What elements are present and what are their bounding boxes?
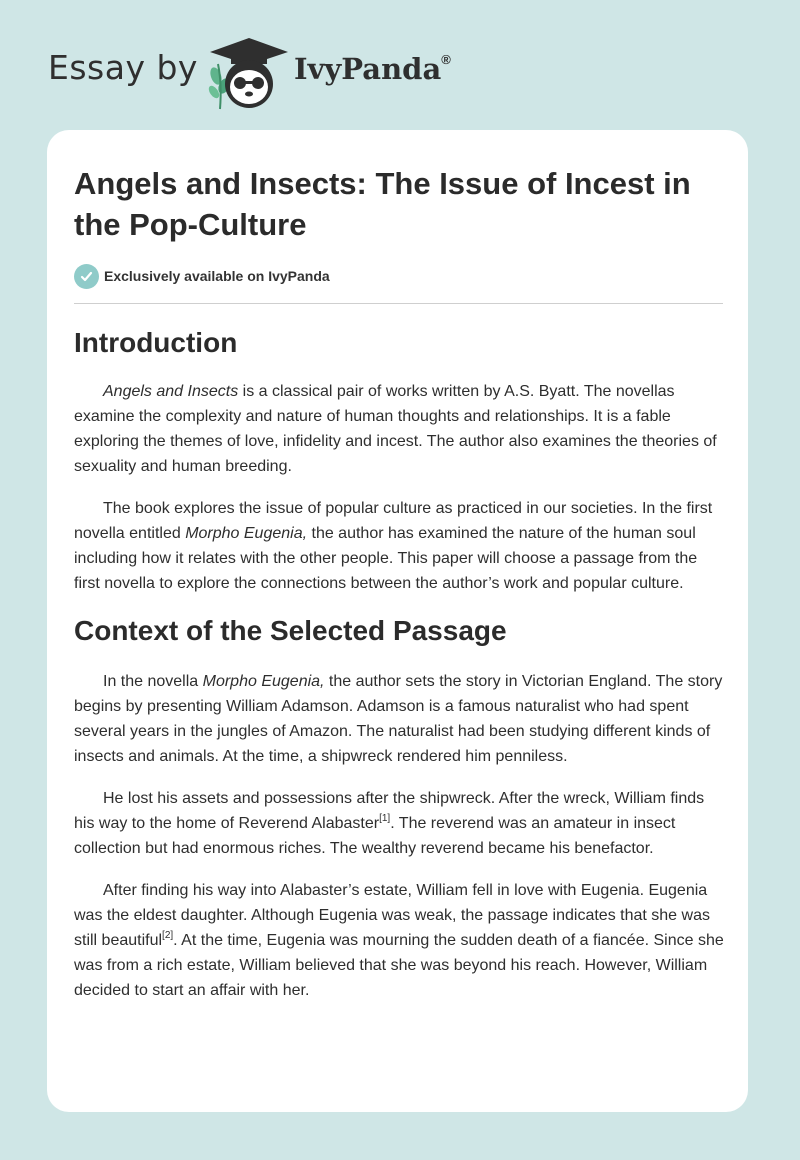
paragraph: In the novella Morpho Eugenia, the author sets the story in Victorian England. The story begins by presenting William Adamson. Adamson is a famous naturalist who had spent several years in the jungles of Amazon. The naturalist had been studying different kinds of insects and animals. At the time, a shipwreck rendered him penniless. [74,673,723,765]
badge-label: Exclusively available on IvyPanda [104,268,330,284]
registered-mark: ® [441,52,451,68]
panda-logo-icon[interactable] [204,34,294,114]
brand-name[interactable]: IvyPanda® [294,52,451,86]
section-heading-introduction: Introduction [74,327,238,358]
paragraph: He lost his assets and possessions after the shipwreck. After the wreck, William finds his way to the home of Reverend Alabaster[1]. The reverend was an amateur in insect collection but had enormous riches. The wealthy reverend became his benefactor. [74,790,705,857]
footnote-ref-1[interactable]: [1] [379,812,391,824]
footnote-ref-2[interactable]: [2] [162,929,174,941]
paragraph: After finding his way into Alabaster’s estate, William fell in love with Eugenia. Eugenia was the eldest daughter. Although Eugenia was weak, the passage indicates that she was still beautiful[2]. At the time, Eugenia was mourning the sudden death of a fiancée. Since she was from a rich estate, William believed that she was beyond his reach. However, William decided to start an affair with her. [74,882,724,999]
exclusive-badge [74,263,330,289]
section-heading-context: Context of the Selected Passage [74,615,507,646]
essay-title: Angels and Insects: The Issue of Incest in the Pop-Culture [74,166,691,242]
paragraph: Angels and Insects is a classical pair of works written by A.S. Byatt. The novellas examine the complexity and nature of human thoughts and relationships. It is a fable exploring the themes of love, infidelity and incest. The author also examines the theories of sexuality and human breeding. [74,383,717,475]
essay-body [74,325,726,1003]
essay-card [47,130,748,1112]
paragraph: The book explores the issue of popular culture as practiced in our societies. In the first novella entitled Morpho Eugenia, the author has examined the nature of the human soul including how it relates with the other people. This paper will choose a passage from the first novella to explore the connections between the author’s work and popular culture. [74,500,713,592]
site-header [48,30,648,110]
essay-by-label: Essay by [48,48,198,87]
check-circle-icon [74,264,99,289]
divider [74,303,723,304]
